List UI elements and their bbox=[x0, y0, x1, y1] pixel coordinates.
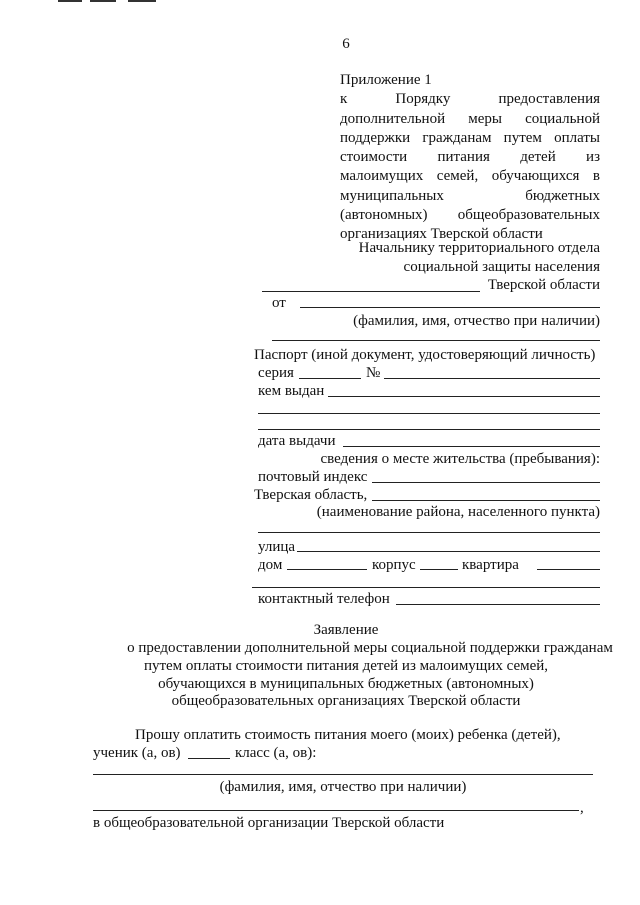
page-number: 6 bbox=[342, 36, 350, 52]
child-fio-blank[interactable] bbox=[93, 774, 593, 775]
district-blank[interactable] bbox=[258, 532, 600, 533]
annex-line: поддержки гражданам путем оплаты bbox=[340, 129, 600, 146]
request-line: Прошу оплатить стоимость питания моего (моих) ребенка (детей), bbox=[135, 727, 561, 743]
addressee-line: социальной защиты населения bbox=[403, 259, 600, 275]
phone-blank[interactable] bbox=[396, 604, 600, 605]
house-blank[interactable] bbox=[287, 569, 367, 570]
class-label: класс (а, ов): bbox=[235, 745, 317, 761]
series-blank[interactable] bbox=[299, 378, 361, 379]
fio-hint: (фамилия, имя, отчество при наличии) bbox=[353, 313, 600, 329]
department-blank[interactable] bbox=[262, 291, 480, 292]
addressee-line: Тверской области bbox=[487, 277, 600, 293]
annex-line: (автономных) общеобразовательных bbox=[340, 207, 600, 224]
series-label: серия bbox=[258, 365, 294, 381]
passport-label: Паспорт (иной документ, удостоверяющий личность) bbox=[254, 347, 596, 363]
annex-line: Приложение 1 bbox=[340, 72, 432, 88]
residence-label: сведения о месте жительства (пребывания): bbox=[320, 451, 600, 467]
comma: , bbox=[580, 800, 584, 816]
issue-date-blank[interactable] bbox=[343, 446, 600, 447]
statement-title: Заявление bbox=[313, 622, 379, 638]
child-fio-hint: (фамилия, имя, отчество при наличии) bbox=[219, 779, 467, 795]
annex-line: к Порядку предоставления bbox=[340, 91, 600, 108]
district-hint: (наименование района, населенного пункта) bbox=[316, 504, 600, 520]
issue-date-label: дата выдачи bbox=[258, 433, 336, 449]
fio-blank[interactable] bbox=[272, 340, 600, 341]
student-label: ученик (а, ов) bbox=[93, 745, 181, 761]
phone-label: контактный телефон bbox=[258, 591, 390, 607]
annex-block bbox=[340, 71, 600, 245]
statement-subtitle: обучающихся в муниципальных бюджетных (автономных) bbox=[158, 676, 534, 692]
issued-by-label: кем выдан bbox=[258, 383, 325, 399]
child-extra-blank[interactable] bbox=[93, 810, 579, 811]
statement-subtitle: о предоставлении дополнительной меры социальной поддержки гражданам bbox=[127, 640, 613, 656]
addressee-line: Начальнику территориального отдела bbox=[358, 240, 600, 256]
student-count-blank[interactable] bbox=[188, 758, 230, 759]
building-label: корпус bbox=[372, 557, 416, 573]
number-label: № bbox=[366, 365, 381, 381]
number-blank[interactable] bbox=[384, 378, 600, 379]
annex-line: муниципальных бюджетных bbox=[340, 187, 600, 204]
issued-by-blank-2[interactable] bbox=[258, 413, 600, 414]
org-line: в общеобразовательной организации Тверской области bbox=[93, 815, 445, 831]
statement-subtitle: общеобразовательных организациях Тверской области bbox=[171, 693, 521, 709]
statement-subtitle: путем оплаты стоимости питания детей из малоимущих семей, bbox=[143, 658, 549, 674]
building-blank[interactable] bbox=[420, 569, 458, 570]
street-label: улица bbox=[258, 539, 296, 555]
apartment-blank[interactable] bbox=[537, 569, 600, 570]
annex-line: малоимущих семей, обучающихся в bbox=[340, 168, 600, 185]
issued-by-blank[interactable] bbox=[328, 396, 600, 397]
annex-line: стоимости питания детей из bbox=[340, 149, 600, 166]
apartment-label: квартира bbox=[462, 557, 519, 573]
region-label: Тверская область, bbox=[254, 487, 368, 503]
annex-line: организациях Тверской области bbox=[340, 226, 543, 243]
from-blank[interactable] bbox=[300, 307, 600, 308]
street-blank[interactable] bbox=[297, 551, 600, 552]
annex-line: дополнительной меры социальной bbox=[340, 110, 600, 127]
address-extra-blank[interactable] bbox=[252, 587, 600, 588]
postcode-label: почтовый индекс bbox=[258, 469, 368, 485]
postcode-blank[interactable] bbox=[372, 482, 600, 483]
from-label: от bbox=[272, 295, 286, 311]
house-label: дом bbox=[258, 557, 283, 573]
region-blank[interactable] bbox=[372, 500, 600, 501]
issued-by-blank-3[interactable] bbox=[258, 429, 600, 430]
